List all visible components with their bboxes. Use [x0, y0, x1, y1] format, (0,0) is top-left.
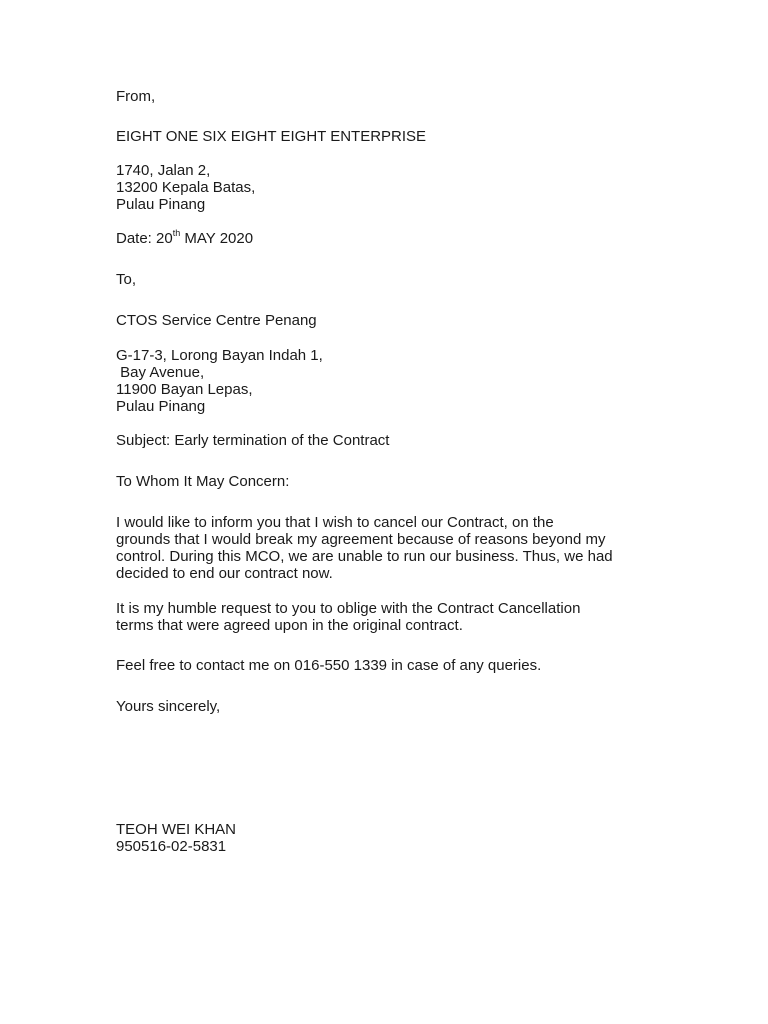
paragraph-line: terms that were agreed upon in the original contract.	[116, 617, 463, 634]
body-paragraph-1	[116, 514, 613, 582]
paragraph-line: control. During this MCO, we are unable to run our business. Thus, we had	[116, 548, 613, 565]
paragraph-line: It is my humble request to you to oblige with the Contract Cancellation	[116, 600, 581, 617]
recipient-name: CTOS Service Centre Penang	[116, 312, 317, 329]
letter-date	[116, 230, 253, 247]
salutation: To Whom It May Concern:	[116, 473, 290, 490]
paragraph-line: decided to end our contract now.	[116, 565, 333, 582]
sender-address-line: Pulau Pinang	[116, 196, 206, 213]
body-paragraph-2	[116, 600, 580, 634]
sender-address-line: 13200 Kepala Batas,	[116, 179, 256, 196]
paragraph-line: I would like to inform you that I wish to cancel our Contract, on the	[116, 514, 554, 531]
sender-address-line: 1740, Jalan 2,	[116, 162, 211, 179]
signatory-name: TEOH WEI KHAN	[116, 821, 237, 838]
date-prefix: Date: 20	[116, 230, 173, 247]
recipient-address-line: 11900 Bayan Lepas,	[116, 381, 253, 398]
recipient-address	[116, 347, 323, 415]
recipient-address-line: Bay Avenue,	[116, 364, 205, 381]
closing: Yours sincerely,	[116, 698, 221, 715]
body-paragraph-3: Feel free to contact me on 016-550 1339 in case of any queries.	[116, 657, 542, 674]
paragraph-line: grounds that I would break my agreement because of reasons beyond my	[116, 531, 606, 548]
date-ordinal-suffix: th	[172, 228, 181, 238]
signatory-block	[116, 821, 236, 855]
subject-line: Subject: Early termination of the Contract	[116, 432, 390, 449]
sender-address	[116, 162, 255, 213]
date-rest: MAY 2020	[180, 230, 254, 247]
recipient-address-line: Pulau Pinang	[116, 398, 206, 415]
sender-name: EIGHT ONE SIX EIGHT EIGHT ENTERPRISE	[116, 128, 427, 145]
to-label: To,	[116, 271, 137, 288]
recipient-address-line: G-17-3, Lorong Bayan Indah 1,	[116, 347, 323, 364]
signatory-id: 950516-02-5831	[116, 838, 227, 855]
from-label: From,	[116, 88, 156, 105]
